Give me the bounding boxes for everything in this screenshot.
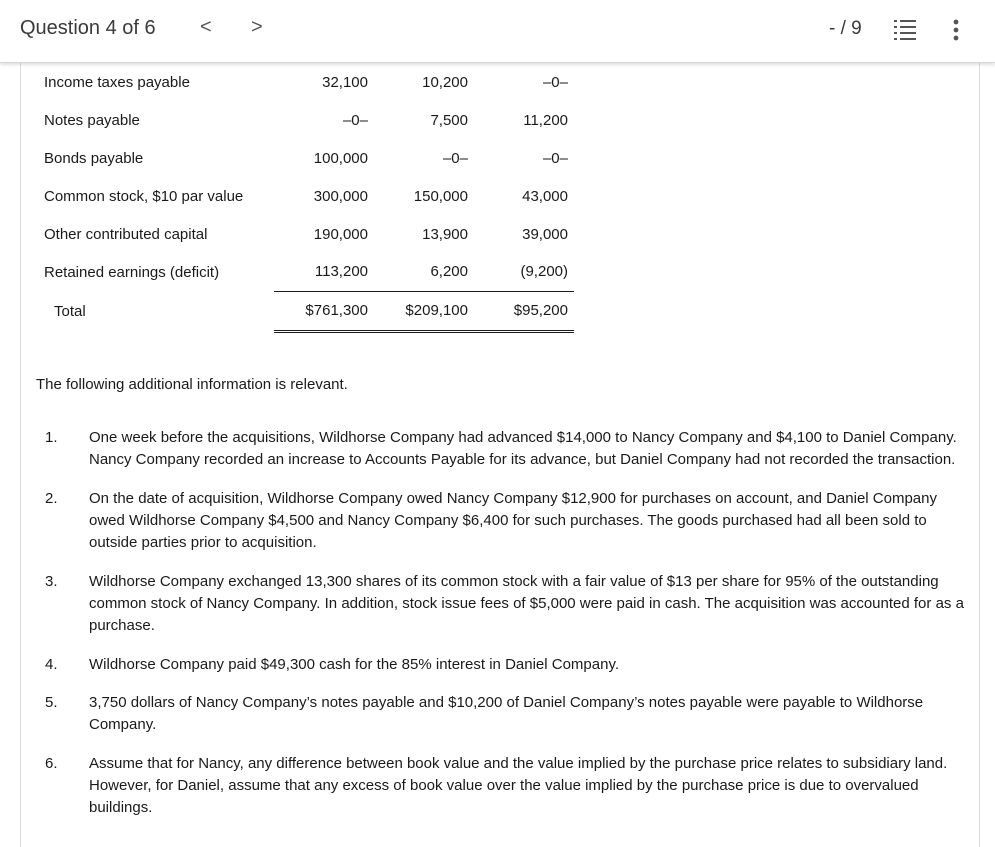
total-value: $209,100 (374, 291, 474, 331)
item-number: 3. (45, 573, 58, 590)
row-label: Notes payable (44, 111, 140, 129)
total-value: $761,300 (274, 291, 374, 331)
table-row (44, 63, 574, 101)
item-text: 3,750 dollars of Nancy Company’s notes payable and $10,200 of Daniel Company’s notes payable were payable to Wildhorse Company. (89, 694, 924, 733)
cell-value: 43,000 (522, 187, 568, 205)
row-label: Common stock, $10 par value (44, 187, 244, 205)
previous-question-button[interactable]: < (200, 16, 212, 38)
total-label: Total (54, 302, 86, 320)
cell-value: –0– (342, 111, 368, 129)
cell-value: 11,200 (523, 111, 568, 129)
list-item (36, 753, 966, 819)
cell-value: –0– (542, 149, 568, 167)
list-icon[interactable] (894, 19, 916, 41)
item-number: 5. (45, 694, 58, 711)
cell-value: (9,200) (474, 253, 574, 291)
item-text: Assume that for Nancy, any difference between book value and the value implied by the purchase price relates to subsidiary land. However, for Daniel, assume that any excess of book value over the value implied by the purchase price is due to overvalued buildings. (89, 755, 948, 816)
list-item (36, 692, 966, 736)
row-label: Other contributed capital (44, 225, 208, 243)
cell-value: 10,200 (422, 73, 468, 91)
row-label: Bonds payable (44, 149, 144, 167)
item-text: On the date of acquisition, Wildhorse Company owed Nancy Company $12,900 for purchases on account, and Daniel Company owed Wildhorse Company $4,500 and Nancy Company $6,400 for such purchases. The goods purchased had all been sold to outside parties prior to acquisition. (89, 490, 937, 551)
balance-sheet-table (44, 63, 574, 333)
cell-value: 100,000 (313, 149, 368, 167)
table-row (44, 253, 574, 291)
cell-value: 7,500 (430, 111, 468, 129)
list-item (36, 488, 966, 554)
cell-value: –0– (442, 149, 468, 167)
question-content (20, 63, 980, 847)
cell-value: 113,200 (274, 253, 374, 291)
cell-value: –0– (542, 73, 568, 91)
more-vertical-icon[interactable] (949, 18, 963, 42)
cell-value: 190,000 (313, 225, 368, 243)
cell-value: 300,000 (313, 187, 368, 205)
cell-value: 13,900 (422, 225, 468, 243)
cell-value: 39,000 (522, 225, 568, 243)
additional-info-intro: The following additional information is relevant. (36, 376, 348, 393)
list-item (36, 654, 966, 676)
item-text: Wildhorse Company paid $49,300 cash for the 85% interest in Daniel Company. (89, 656, 620, 673)
cell-value: 6,200 (374, 253, 474, 291)
list-item (36, 427, 966, 471)
table-row (44, 101, 574, 139)
table-row (44, 139, 574, 177)
next-question-button[interactable]: > (251, 16, 263, 38)
row-label: Retained earnings (deficit) (44, 263, 220, 281)
item-text: One week before the acquisitions, Wildhorse Company had advanced $14,000 to Nancy Company and $4,100 to Daniel Company. Nancy Company recorded an increase to Accounts Payable for its advance, but Daniel Company had not recorded the transaction. (89, 429, 957, 468)
item-text: Wildhorse Company exchanged 13,300 shares of its common stock with a fair value of $13 per share for 95% of the outstanding common stock of Nancy Company. In addition, stock issue fees of $5,000 were paid in cash. The acquisition was accounted for as a purchase. (89, 573, 964, 634)
total-row (44, 291, 574, 331)
item-number: 6. (45, 755, 58, 772)
list-item (36, 571, 966, 637)
additional-info-list (36, 427, 966, 836)
total-value: $95,200 (474, 291, 574, 331)
table-row (44, 177, 574, 215)
item-number: 4. (45, 656, 58, 673)
cell-value: 32,100 (322, 73, 368, 91)
cell-value: 150,000 (413, 187, 468, 205)
item-number: 1. (45, 429, 58, 446)
question-header (0, 0, 995, 63)
row-label: Income taxes payable (44, 73, 190, 91)
table-row (44, 215, 574, 253)
question-title: Question 4 of 6 (20, 17, 156, 39)
question-score: - / 9 (829, 18, 862, 39)
item-number: 2. (45, 490, 58, 507)
